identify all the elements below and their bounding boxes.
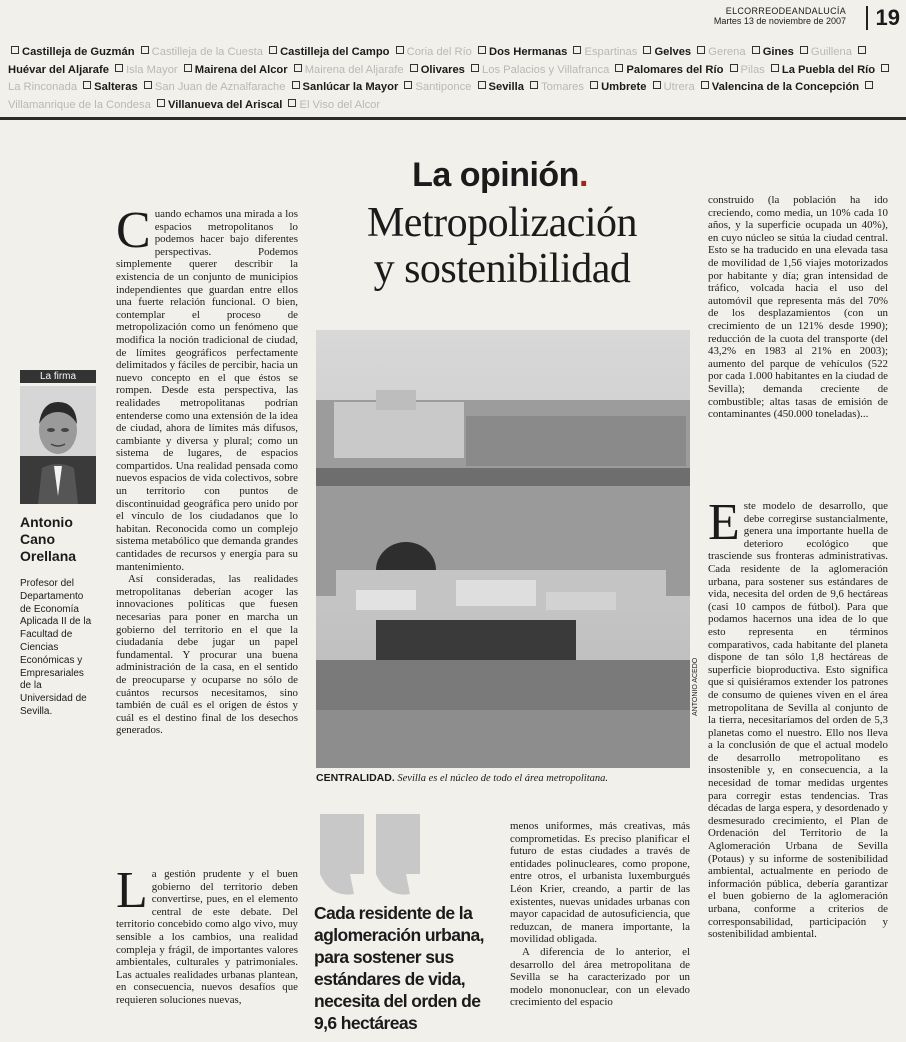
paragraph-text: ste modelo de desarrollo, que debe corregirse sustancialmente, genera una importante huella de deterioro ecológico que trasciende sus fronteras administrativas. Cada residente de la aglomeración urbana, para sostener sus estándares de vida, necesita del orden de 9,6 hectáreas (casi 10 campos de fútbol). Para que podamos hacernos una idea de lo que esto representa en términos comparativos, cada habitante del planeta dispone de tan sólo 1,8 hectáreas de superficie bioproductiva. Esto significa que si quisiéramos extender los patrones de consumo de quienes viven en el área metropolitana de Sevilla al conjunto de la tierra, necesitaríamos del orden de 5,3 planetas como el nuestro. Ello nos lleva a la conclusión de que el actual modelo de desarrollo metropolitano es insostenible y, en consecuencia, a la necesidad de tomar medidas urgentes para corregir estas tendencias. Tras décadas de larga espera, y desordenado y desmesurado crecimiento, el Plan de Ordenación del Territorio de la Aglomeración Urbana de Sevilla (Potaus) y su informe de sostenibilidad ambiental, actualmente en periodo de información pública, debería garantizar el buen gobierno de la aglomeración urbana, conforme a criterios de corresponsabilidad, participación y sostenibilidad ambiental. bbox=[708, 500, 888, 941]
photo-credit: ANTONIO ACEDO bbox=[692, 657, 699, 716]
headline-line-1: Metropolización bbox=[366, 200, 638, 246]
bullet-square-icon bbox=[615, 64, 623, 72]
bullet-square-icon bbox=[752, 46, 760, 54]
bullet-square-icon bbox=[184, 64, 192, 72]
town-name: San Juan de Aznalfarache bbox=[154, 81, 286, 93]
author-middle-name: Cano bbox=[20, 531, 55, 547]
section-title-dot: . bbox=[578, 156, 588, 194]
bullet-square-icon bbox=[144, 81, 152, 89]
bullet-square-icon bbox=[471, 64, 479, 72]
town-name: Huévar del Aljarafe bbox=[8, 63, 109, 76]
article-paragraph-7 bbox=[708, 494, 888, 941]
quote-marks-icon bbox=[320, 808, 440, 903]
masthead-date: Martes 13 de noviembre de 2007 bbox=[713, 16, 846, 26]
bullet-square-icon bbox=[701, 81, 709, 89]
town-name: Pilas bbox=[740, 63, 765, 76]
town-name: Villanueva del Ariscal bbox=[167, 98, 283, 111]
bullet-square-icon bbox=[396, 46, 404, 54]
drop-cap: C bbox=[116, 202, 151, 259]
town-name: Dos Hermanas bbox=[489, 46, 568, 58]
bullet-square-icon bbox=[83, 81, 91, 89]
headline-line-2: y sostenibilidad bbox=[373, 246, 631, 292]
article-column-1-bottom bbox=[116, 862, 298, 1007]
bullet-square-icon bbox=[404, 81, 412, 89]
article-paragraph-4: menos uniformes, más creativas, más comprometidas. Es preciso planificar el futuro de estas ciudades a través de entidades polinucleares, como propone, entre otros, el urbanista luxemburgués Léon Krier, creando, a partir de las existentes, nuevas unidades urbanas con mayor capacidad de autosuficiencia, que reduzcan, de manera importante, la movilidad obligada. bbox=[510, 820, 690, 946]
caption-lead: CENTRALIDAD. bbox=[316, 772, 395, 784]
drop-cap: L bbox=[116, 862, 148, 919]
bullet-square-icon bbox=[858, 46, 866, 54]
bullet-square-icon bbox=[530, 81, 538, 89]
town-name: Gerena bbox=[708, 46, 746, 58]
town-name: Valencina de la Concepción bbox=[711, 81, 860, 93]
bullet-square-icon bbox=[141, 46, 149, 54]
town-name: Gelves bbox=[654, 46, 692, 58]
section-title-text: La opinión bbox=[412, 156, 579, 194]
section-title bbox=[350, 156, 650, 195]
town-name: Isla Mayor bbox=[126, 63, 178, 76]
town-name: Sevilla bbox=[488, 81, 524, 93]
town-name: Utrera bbox=[663, 81, 695, 93]
bullet-square-icon bbox=[115, 64, 123, 72]
article-column-2 bbox=[510, 820, 690, 1009]
bullet-square-icon bbox=[590, 81, 598, 89]
town-name: El Viso del Alcor bbox=[299, 98, 381, 111]
town-name: Sanlúcar la Mayor bbox=[302, 81, 399, 93]
bullet-square-icon bbox=[865, 81, 873, 89]
town-name: Los Palacios y Villafranca bbox=[482, 63, 610, 76]
town-name: Villamanrique de la Condesa bbox=[8, 98, 151, 111]
article-paragraph-3 bbox=[116, 862, 298, 1007]
article-headline bbox=[332, 200, 672, 292]
bullet-square-icon bbox=[573, 46, 581, 54]
town-name: La Rinconada bbox=[8, 81, 78, 93]
bullet-square-icon bbox=[697, 46, 705, 54]
bullet-square-icon bbox=[800, 46, 808, 54]
town-name: Espartinas bbox=[584, 46, 638, 58]
town-name: La Puebla del Río bbox=[781, 63, 876, 76]
town-name: Castilleja de Guzmán bbox=[22, 46, 135, 58]
author-last-name: Orellana bbox=[20, 548, 77, 564]
bullet-square-icon bbox=[643, 46, 651, 54]
town-name: Gines bbox=[762, 46, 794, 58]
article-paragraph-2: Así consideradas, las realidades metropolitanas deberían acoger las innovaciones políticas que fuesen necesarias para poner en marcha un gobierno del territorio en el que la ciudadanía debe jugar un papel fundamental. Y procurar una buena administración de la casa, en el sentido de preocuparse y ocuparse no sólo de cuántos recursos necesitamos, sino también de cuál es el origen de éstos y cuál es el destino final de los desechos generados. bbox=[116, 573, 298, 737]
bullet-square-icon bbox=[410, 64, 418, 72]
bullet-square-icon bbox=[653, 81, 661, 89]
article-column-3-bottom bbox=[708, 494, 888, 941]
town-name: Umbrete bbox=[601, 81, 647, 93]
bullet-square-icon bbox=[294, 64, 302, 72]
town-name: Castilleja de la Cuesta bbox=[151, 46, 263, 58]
town-name: Olivares bbox=[420, 63, 465, 76]
drop-cap: E bbox=[708, 494, 740, 551]
bullet-square-icon bbox=[157, 99, 165, 107]
bullet-square-icon bbox=[478, 81, 486, 89]
bullet-square-icon bbox=[881, 64, 889, 72]
article-column-3 bbox=[708, 194, 888, 421]
bullet-square-icon bbox=[771, 64, 779, 72]
article-paragraph-1 bbox=[116, 202, 298, 573]
caption-text: Sevilla es el núcleo de todo el área metropolitana. bbox=[397, 773, 609, 784]
pull-quote: Cada residente de la aglomeración urbana, para sostener sus estándares de vida, necesita del orden de 9,6 hectáreas bbox=[314, 903, 484, 1033]
sidebar-label: La firma bbox=[20, 370, 96, 383]
town-name: Tomares bbox=[541, 81, 584, 93]
photo-caption bbox=[316, 772, 696, 784]
town-name: Castilleja del Campo bbox=[280, 46, 390, 58]
divider-rule bbox=[0, 117, 906, 120]
bullet-square-icon bbox=[292, 81, 300, 89]
author-name bbox=[20, 514, 110, 565]
masthead-brand: ELCORREODEANDALUCÍA bbox=[725, 6, 846, 16]
article-column-1 bbox=[116, 202, 298, 737]
bullet-square-icon bbox=[478, 46, 486, 54]
bullet-square-icon bbox=[288, 99, 296, 107]
town-name: Palomares del Río bbox=[626, 63, 724, 76]
town-strip bbox=[8, 44, 900, 114]
town-name: Guillena bbox=[810, 46, 852, 58]
article-paragraph-6: construido (la población ha ido creciendo, como media, un 10% cada 10 años, y la superficie ocupada un 40%), en cuyo núcleo se sitúa la ciudad central. Esto se ha traducido en una elevada tasa de movilidad de 1,56 viajes motorizados por habitante y día; gran intensidad de tráfico, volcada hacia el uso del automóvil que representa más del 70% de los desplazamientos (con un crecimiento de un 121% desde 1990); reducción de la cuota del transporte (del 43,2% en 1983 al 21% en 2003); aumento del parque de vehículos (522 por cada 1.000 habitantes en la ciudad de Sevilla); demanda creciente de combustible; altas tasas de emisión de contaminantes (450.000 toneladas)... bbox=[708, 194, 888, 421]
town-name: Mairena del Aljarafe bbox=[304, 63, 404, 76]
article-photo bbox=[316, 330, 690, 768]
author-first-name: Antonio bbox=[20, 514, 73, 530]
town-name: Coria del Río bbox=[406, 46, 472, 58]
bullet-square-icon bbox=[269, 46, 277, 54]
page-number: 19 bbox=[866, 6, 900, 30]
author-photo bbox=[20, 386, 96, 504]
article-paragraph-5: A diferencia de lo anterior, el desarrollo del área metropolitana de Sevilla se ha caracterizado por un modelo mononuclear, con un elevado crecimiento del espacio bbox=[510, 945, 690, 1009]
paragraph-text: a gestión prudente y el buen gobierno del territorio deben convertirse, pues, en el elemento central de este debate. Del territorio concebido como algo vivo, muy sensible a los cambios, una realidad compleja y frágil, de importantes valores ambientales, culturales y patrimoniales. Las actuales realidades urbanas plantean, en consecuencia, nuevos desafíos que requieren soluciones nuevas, bbox=[116, 868, 298, 1006]
paragraph-text: uando echamos una mirada a los espacios metropolitanos lo podemos hacer bajo diferentes perspectivas. Podemos simplemente querer describir la existencia de un conjunto de municipios independientes que guardan entre ellos una fuerte relación funcional. O bien, contemplar el proceso de metropolización como un fenómeno que modifica la noción tradicional de ciudad, de límites geográficos perfectamente delimitados y fáciles de percibir, hacia un nuevo concepto en el que éstos se rompen. Desde esta perspectiva, las realidades metropolitanas podrían entenderse como una extensión de la idea de ciudad, ahora de límites más difusos, cambiante y diversa y plural; como un sistema de lugares, de espacios compartidos. Una realidad pensada como nuevos espacios de vida colectivos, sobre un territorio con puntos de discontinuidad geográfica pero unido por el vínculo de los ciudadanos que lo habitan. Reconocida como un complejo sistema metabólico que demanda grandes cantidades de recursos y energía para su mantenimiento. bbox=[116, 208, 298, 573]
town-name: Mairena del Alcor bbox=[194, 63, 288, 76]
author-bio: Profesor del Departamento de Economía Aplicada II de la Facultad de Ciencias Económicas y Empresariales de la Universidad de Sevilla. bbox=[20, 578, 92, 717]
bullet-square-icon bbox=[11, 46, 19, 54]
bullet-square-icon bbox=[730, 64, 738, 72]
town-name: Salteras bbox=[94, 81, 138, 93]
town-name: Santiponce bbox=[415, 81, 472, 93]
